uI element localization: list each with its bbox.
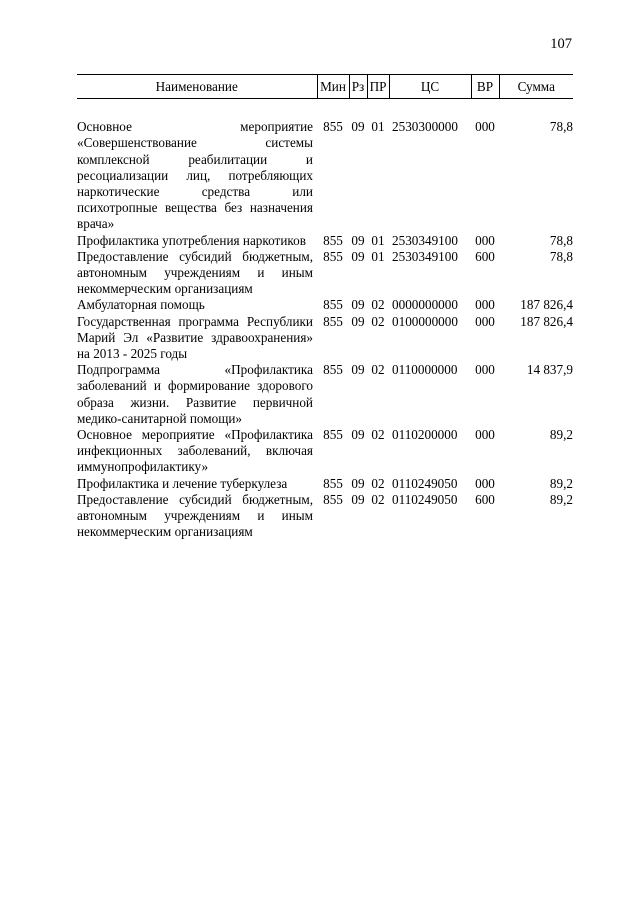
row-cs: 0100000000: [392, 313, 458, 329]
table-row: [77, 362, 573, 427]
table-row: [77, 233, 573, 249]
row-pr: 02: [371, 491, 385, 507]
row-cs: 0110249050: [392, 475, 458, 491]
row-name: Профилактика употребления наркотиков: [77, 232, 306, 248]
row-rz: 09: [351, 232, 365, 248]
row-min: 855: [323, 248, 343, 264]
row-min: 855: [323, 119, 343, 135]
row-rz: 09: [351, 119, 365, 135]
row-cs: 0110200000: [392, 427, 458, 443]
header-vr: ВР: [471, 75, 499, 99]
row-vr: 000: [475, 232, 495, 248]
row-pr: 02: [371, 297, 385, 313]
row-pr: 01: [371, 248, 385, 264]
row-cs: 2530349100: [392, 232, 458, 248]
row-rz: 09: [351, 475, 365, 491]
row-vr: 000: [475, 475, 495, 491]
row-cs: 0000000000: [392, 297, 458, 313]
page-number: 107: [550, 36, 572, 52]
row-sum: 78,8: [549, 248, 573, 264]
row-rz: 09: [351, 297, 365, 313]
row-min: 855: [323, 491, 343, 507]
row-cs: 0110000000: [392, 362, 458, 378]
row-cs: 2530300000: [392, 119, 458, 135]
header-sum: Сумма: [499, 75, 573, 99]
row-name: Амбулаторная помощь: [77, 297, 205, 313]
table-row: [77, 492, 573, 541]
row-pr: 02: [371, 313, 385, 329]
row-pr: 01: [371, 232, 385, 248]
row-name: Основное мероприятие «Совершенствование системы комплексной реабилитации и ресоциализации лиц, потребляющих наркотические средства или психотропные вещества без назначения врача»: [77, 119, 313, 232]
row-vr: 000: [475, 313, 495, 329]
header-rz: Рз: [349, 75, 367, 99]
table-row: [77, 297, 573, 313]
row-min: 855: [323, 427, 343, 443]
row-pr: 02: [371, 362, 385, 378]
row-rz: 09: [351, 491, 365, 507]
table-row: [77, 249, 573, 298]
row-vr: 000: [475, 119, 495, 135]
header-name: Наименование: [77, 75, 317, 99]
row-vr: 600: [475, 248, 495, 264]
row-min: 855: [323, 313, 343, 329]
row-rz: 09: [351, 313, 365, 329]
row-min: 855: [323, 232, 343, 248]
row-sum: 89,2: [549, 475, 573, 491]
table-row: [77, 99, 573, 233]
row-min: 855: [323, 362, 343, 378]
header-min: Мин: [317, 75, 349, 99]
row-pr: 02: [371, 427, 385, 443]
row-cs: 2530349100: [392, 248, 458, 264]
row-vr: 000: [475, 297, 495, 313]
row-sum: 187 826,4: [520, 297, 573, 313]
row-min: 855: [323, 297, 343, 313]
row-vr: 600: [475, 491, 495, 507]
row-sum: 78,8: [549, 232, 573, 248]
header-pr: ПР: [367, 75, 389, 99]
row-vr: 000: [475, 362, 495, 378]
table-row: [77, 314, 573, 363]
row-name: Предоставление субсидий бюджетным, автономным учреждениям и иным некоммерческим организациям: [77, 248, 313, 297]
row-name: Профилактика и лечение туберкулеза: [77, 475, 288, 491]
row-sum: 89,2: [549, 427, 573, 443]
row-rz: 09: [351, 362, 365, 378]
header-row: [77, 75, 573, 99]
table-row: [77, 476, 573, 492]
row-sum: 187 826,4: [520, 313, 573, 329]
row-pr: 02: [371, 475, 385, 491]
row-name: Государственная программа Республики Марий Эл «Развитие здравоохранения» на 2013 - 2025 годы: [77, 313, 313, 362]
row-name: Основное мероприятие «Профилактика инфекционных заболеваний, включая иммунопрофилактику»: [77, 427, 313, 475]
row-min: 855: [323, 475, 343, 491]
table-row: [77, 427, 573, 476]
row-sum: 78,8: [549, 119, 573, 135]
row-cs: 0110249050: [392, 491, 458, 507]
row-sum: 14 837,9: [526, 362, 573, 378]
row-name: Предоставление субсидий бюджетным, автономным учреждениям и иным некоммерческим организациям: [77, 491, 313, 540]
header-cs: ЦС: [389, 75, 471, 99]
row-vr: 000: [475, 427, 495, 443]
row-pr: 01: [371, 119, 385, 135]
budget-table: [77, 74, 573, 540]
row-rz: 09: [351, 427, 365, 443]
row-sum: 89,2: [549, 491, 573, 507]
row-name: Подпрограмма «Профилактика заболеваний и формирование здорового образа жизни. Развитие первичной медико-санитарной помощи»: [77, 362, 313, 426]
row-rz: 09: [351, 248, 365, 264]
